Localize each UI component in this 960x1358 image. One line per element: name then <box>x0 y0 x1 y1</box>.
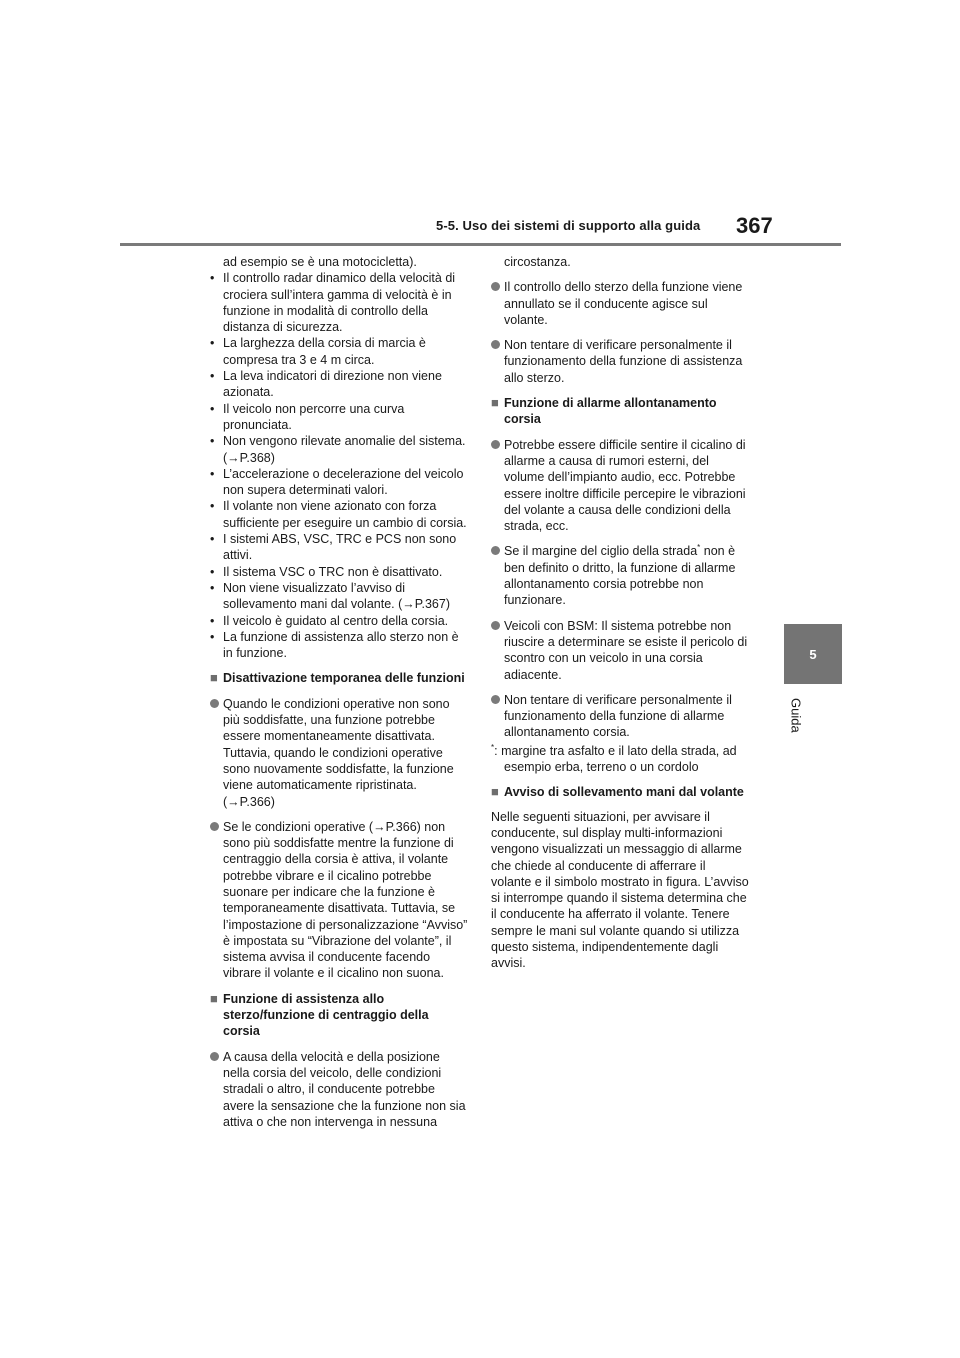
section-heading: ■ Avviso di sollevamento mani dal volante <box>491 784 744 800</box>
note-item: Se le condizioni operative (→P.366) non sono più soddisfatte mentre la funzione di centraggio della corsia è attiva, il volante potrebbe vibrare e il cicalino potrebbe suonare per indicare che la funzione è temporaneamente disattivata. Tuttavia, se l’impostazione di personalizzazione “Avviso” è impostata su “Vibrazione del volante”, il sistema avvisa il conducente facendo vibrare il volante e il cicalino non suona. <box>210 819 468 982</box>
note-item: Veicoli con BSM: Il sistema potrebbe non riuscire a determinare se esiste il pericolo di scontro con un veicolo in una corsia adiacente. <box>491 618 749 683</box>
circle-bullet-icon <box>491 282 500 291</box>
square-bullet-icon: ■ <box>491 395 499 411</box>
body-paragraph: Nelle seguenti situazioni, per avvisare il conducente, sul display multi-informazioni vengono visualizzati un messaggio di allarme che chiede al conducente di afferrare il volante e il simbolo mostrato in figura. L’avviso si interrompe quando il sistema determina che il conducente ha afferrato il volante. Tenere sempre le mani sul volante quando si utilizza questo sistema, indipendentemente dagli avvisi. <box>491 809 749 971</box>
condition-item: • Il volante non viene azionato con forza sufficiente per eseguire un cambio di corsia. <box>210 499 467 530</box>
note-item: Quando le condizioni operative non sono più soddisfatte, una funzione potrebbe essere momentaneamente disattivata. Tuttavia, quando le condizioni operative sono nuovamente soddisfatte, la funzione viene automaticamente ripristinata. (→P.366) <box>210 696 468 810</box>
section-title: 5-5. Uso dei sistemi di supporto alla guida <box>436 218 701 233</box>
chapter-tab-number: 5 <box>809 646 817 662</box>
bullet-mark: • <box>210 401 215 416</box>
bullet-mark: • <box>210 434 215 449</box>
left-column <box>210 254 468 1130</box>
bullet-mark: • <box>210 336 215 351</box>
condition-item: • La funzione di assistenza allo sterzo non è in funzione. <box>210 629 459 661</box>
condition-item: • La larghezza della corsia di marcia è compresa tra 3 e 4 m circa. <box>210 336 426 367</box>
circle-bullet-icon <box>210 699 219 708</box>
footnote-marker: * <box>491 742 495 752</box>
bullet-mark: • <box>210 613 215 628</box>
page-number: 367 <box>736 213 773 238</box>
condition-item: • Il veicolo è guidato al centro della corsia. <box>210 613 449 628</box>
right-column <box>491 254 749 972</box>
circle-bullet-icon <box>491 440 500 449</box>
continued-text: circostanza. <box>504 255 571 269</box>
circle-bullet-icon <box>491 695 500 704</box>
bullet-mark: • <box>210 564 215 579</box>
note-item: Se il margine del ciglio della strada* non è ben definito o dritto, la funzione di allarme allontanamento corsia potrebbe non funzionare. <box>491 543 749 608</box>
bullet-mark: • <box>210 466 215 481</box>
condition-item: • Non viene visualizzato l’avviso di sollevamento mani dal volante. (→P.367) <box>210 580 450 612</box>
condition-item: • Il controllo radar dinamico della velocità di crociera sull’intera gamma di velocità è in funzione in modalità di controllo della distanza di sicurezza. <box>210 271 456 335</box>
circle-bullet-icon <box>491 546 500 555</box>
condition-item: • Il sistema VSC o TRC non è disattivato. <box>210 564 443 579</box>
note-item: A causa della velocità e della posizione nella corsia del veicolo, delle condizioni stradali o altro, il conducente potrebbe avere la sensazione che la funzione non sia attiva o che non intervenga in nessuna <box>210 1049 468 1130</box>
bullet-mark: • <box>210 271 215 286</box>
condition-item: • Il veicolo non percorre una curva pronunciata. <box>210 401 405 432</box>
bullet-mark: • <box>210 499 215 514</box>
footnote-marker: * <box>697 543 701 553</box>
square-bullet-icon: ■ <box>210 990 218 1006</box>
header-divider <box>120 243 841 246</box>
note-item: Non tentare di verificare personalmente il funzionamento della funzione di allarme allontanamento corsia. <box>491 692 749 741</box>
note-item: Non tentare di verificare personalmente il funzionamento della funzione di assistenza allo sterzo. <box>491 337 749 386</box>
condition-item: • Non vengono rilevate anomalie del sistema. (→P.368) <box>210 434 466 465</box>
continued-text: ad esempio se è una motocicletta). <box>223 255 417 269</box>
condition-item: • I sistemi ABS, VSC, TRC e PCS non sono attivi. <box>210 532 457 563</box>
square-bullet-icon: ■ <box>491 784 499 800</box>
circle-bullet-icon <box>491 621 500 630</box>
square-bullet-icon: ■ <box>210 670 218 686</box>
condition-item: • La leva indicatori di direzione non viene azionata. <box>210 369 442 400</box>
bullet-mark: • <box>210 369 215 384</box>
bullet-mark: • <box>210 532 215 547</box>
note-item: Potrebbe essere difficile sentire il cicalino di allarme a causa di rumori esterni, del volume dell’impianto audio, ecc. Potrebbe essere inoltre difficile percepire le vibrazioni del volante a causa delle condizioni della strada, ecc. <box>491 437 749 535</box>
circle-bullet-icon <box>210 822 219 831</box>
section-heading: ■ Funzione di assistenza allo sterzo/funzione di centraggio della corsia <box>210 990 429 1039</box>
circle-bullet-icon <box>491 340 500 349</box>
bullet-mark: • <box>210 580 215 595</box>
section-heading: ■ Funzione di allarme allontanamento corsia <box>491 395 717 427</box>
note-item: Il controllo dello sterzo della funzione viene annullato se il conducente agisce sul volante. <box>491 279 749 328</box>
condition-item: • L’accelerazione o decelerazione del veicolo non supera determinati valori. <box>210 466 464 498</box>
circle-bullet-icon <box>210 1052 219 1061</box>
section-heading: ■ Disattivazione temporanea delle funzioni <box>210 670 465 686</box>
bullet-mark: • <box>210 629 215 644</box>
chapter-label: Guida <box>788 697 804 733</box>
footnote: *: margine tra asfalto e il lato della strada, ad esempio erba, terreno o un cordolo <box>491 742 737 775</box>
chapter-tab[interactable] <box>784 624 842 684</box>
